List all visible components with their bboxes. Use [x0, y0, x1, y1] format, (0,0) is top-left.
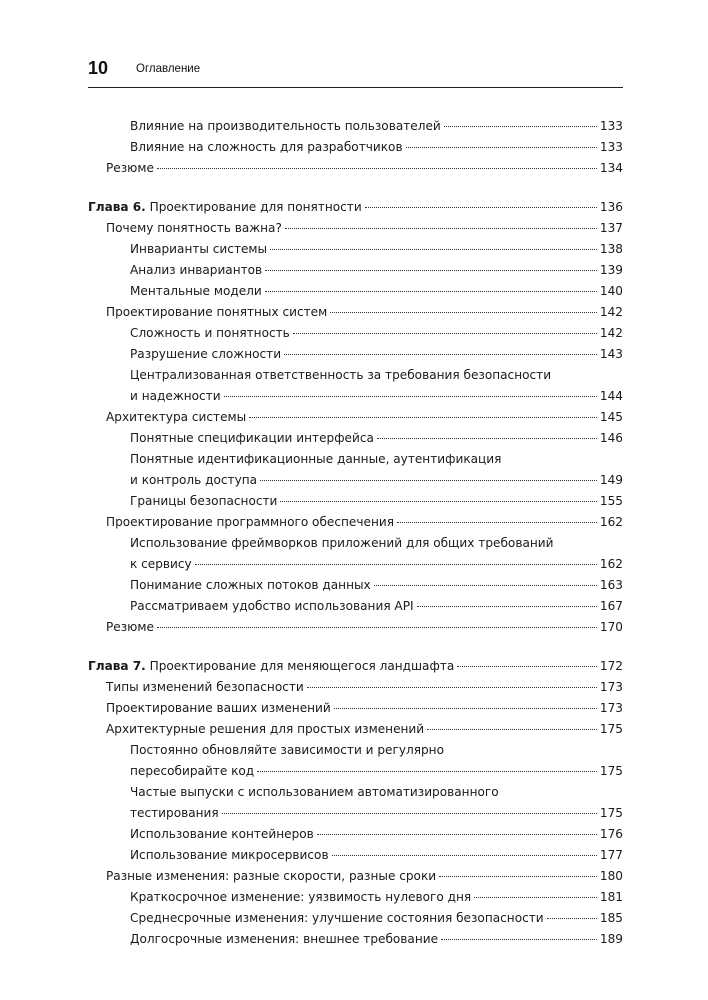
chapter-label: Глава 6. [88, 200, 146, 214]
dot-leader [157, 627, 597, 628]
toc-entry-title [130, 785, 499, 799]
toc-entry-text: Разрушение сложности [130, 347, 282, 361]
toc-entry-text: Резюме [106, 161, 154, 175]
toc-entry-title [130, 554, 192, 575]
toc-entry-title [130, 386, 221, 407]
toc-entry-title [130, 368, 551, 382]
toc-page-number: 175 [599, 722, 623, 736]
toc-entry-title [88, 197, 362, 218]
dot-leader [444, 126, 597, 127]
dot-leader [330, 312, 597, 313]
toc-entry-text: Влияние на производительность пользователей [130, 119, 441, 133]
toc-page-number: 155 [599, 494, 623, 508]
dot-leader [474, 897, 597, 898]
toc-entry-title [130, 908, 544, 929]
toc-page-number: 138 [599, 242, 623, 256]
toc-entry[interactable] [88, 218, 623, 239]
toc-entry[interactable] [88, 782, 623, 824]
dot-leader [257, 771, 597, 772]
dot-leader [397, 522, 597, 523]
toc-entry[interactable] [88, 845, 623, 866]
toc-entry-text: Централизованная ответственность за требования безопасности [130, 368, 552, 382]
toc-page-number: 143 [599, 347, 623, 361]
toc-page-number: 137 [599, 221, 623, 235]
toc-entry[interactable] [88, 449, 623, 491]
toc-page-number: 142 [599, 326, 623, 340]
dot-leader [332, 855, 597, 856]
dot-leader [406, 147, 597, 148]
toc-entry[interactable] [88, 929, 623, 950]
toc-entry-title [130, 596, 414, 617]
toc-page-number: 133 [599, 140, 623, 154]
toc-entry[interactable] [88, 533, 623, 575]
dot-leader [439, 876, 597, 877]
toc-page-number: 173 [599, 680, 623, 694]
dot-leader [222, 813, 597, 814]
toc-entry-title [106, 866, 436, 887]
dot-leader [374, 585, 597, 586]
toc-entry-title [88, 656, 454, 677]
toc-page-number: 172 [599, 659, 623, 673]
toc-entry-title [106, 719, 424, 740]
toc-page-number: 146 [599, 431, 623, 445]
toc-entry-text: Влияние на сложность для разработчиков [130, 140, 403, 154]
dot-leader [427, 729, 597, 730]
toc-chapter-entry[interactable] [88, 197, 623, 218]
toc-entry-text: Архитектурные решения для простых изменений [106, 722, 425, 736]
dot-leader [285, 228, 597, 229]
toc-entry-text: Проектирование программного обеспечения [106, 515, 394, 529]
toc-entry[interactable] [88, 866, 623, 887]
toc-page-number: 167 [599, 599, 623, 613]
toc-page-number: 189 [599, 932, 623, 946]
toc-entry[interactable] [88, 908, 623, 929]
toc-entry-text: Ментальные модели [130, 284, 262, 298]
dot-leader [365, 207, 597, 208]
dot-leader [441, 939, 597, 940]
toc-entry-title [130, 803, 219, 824]
toc-entry[interactable] [88, 365, 623, 407]
toc-entry-text: Типы изменений безопасности [106, 680, 304, 694]
dot-leader [265, 270, 597, 271]
toc-entry-text: к сервису [130, 557, 192, 571]
toc-page-number: 173 [599, 701, 623, 715]
toc-entry[interactable] [88, 491, 623, 512]
dot-leader [334, 708, 597, 709]
toc-entry-text: Среднесрочные изменения: улучшение состояния безопасности [130, 911, 544, 925]
toc-entry[interactable] [88, 677, 623, 698]
toc-entry-text: тестирования [130, 806, 219, 820]
toc-page-number: 175 [599, 806, 623, 820]
toc-entry[interactable] [88, 116, 623, 137]
toc-entry-title [130, 452, 501, 466]
toc-entry-title [130, 470, 257, 491]
toc-entry[interactable] [88, 323, 623, 344]
toc-entry[interactable] [88, 740, 623, 782]
dot-leader [265, 291, 597, 292]
toc-entry[interactable] [88, 407, 623, 428]
chapter-label: Глава 7. [88, 659, 146, 673]
toc-entry[interactable] [88, 719, 623, 740]
toc-entry-text: Частые выпуски с использованием автоматизированного [130, 785, 499, 799]
toc-entry-title [106, 218, 282, 239]
toc-entry-text: Разные изменения: разные скорости, разные сроки [106, 869, 437, 883]
toc-entry-text: Сложность и понятность [130, 326, 290, 340]
toc-entry-text: Проектирование понятных систем [106, 305, 328, 319]
toc-entry-title [130, 323, 290, 344]
toc-entry-text: Почему понятность важна? [106, 221, 282, 235]
dot-leader [417, 606, 597, 607]
toc-entry[interactable] [88, 596, 623, 617]
toc-page-number: 170 [599, 620, 623, 634]
toc-entry-title [130, 575, 371, 596]
toc-entry-text: Резюме [106, 620, 154, 634]
dot-leader [547, 918, 597, 919]
toc-page-number: 180 [599, 869, 623, 883]
toc-entry[interactable] [88, 344, 623, 365]
toc-page-number: 149 [599, 473, 623, 487]
toc-entry-text: Понимание сложных потоков данных [130, 578, 371, 592]
dot-leader [377, 438, 597, 439]
toc-page-number: 177 [599, 848, 623, 862]
toc-page-number: 175 [599, 764, 623, 778]
toc-entry-text: Понятные спецификации интерфейса [130, 431, 374, 445]
toc-entry[interactable] [88, 137, 623, 158]
dot-leader [195, 564, 597, 565]
page-header [88, 55, 623, 88]
toc-entry-text: Проектирование для меняющегося ландшафта [145, 659, 455, 673]
toc-entry-text: Использование фреймворков приложений для общих требований [130, 536, 554, 550]
toc-page-number: 134 [599, 161, 623, 175]
toc-entry-text: Проектирование ваших изменений [106, 701, 331, 715]
toc-entry-title [130, 824, 314, 845]
toc-entry-text: Архитектура системы [106, 410, 247, 424]
toc-entry[interactable] [88, 158, 623, 179]
toc-entry-text: Долгосрочные изменения: внешнее требование [130, 932, 439, 946]
toc-page-number: 162 [599, 557, 623, 571]
dot-leader [157, 168, 597, 169]
page-running-title: Оглавление [136, 63, 201, 75]
dot-leader [280, 501, 596, 502]
toc-entry-text: Рассматриваем удобство использования API [130, 599, 414, 613]
toc-page-number: 176 [599, 827, 623, 841]
toc-entry[interactable] [88, 698, 623, 719]
toc-entry[interactable] [88, 617, 623, 638]
toc-entry-text: Анализ инвариантов [130, 263, 263, 277]
page-number: 10 [88, 58, 109, 78]
toc-page-number: 162 [599, 515, 623, 529]
toc-entry-text: Проектирование для понятности [145, 200, 362, 214]
toc-entry-title [130, 281, 262, 302]
toc-entry-title [130, 743, 444, 757]
toc-entry[interactable] [88, 428, 623, 449]
toc-entry-text: Использование контейнеров [130, 827, 314, 841]
toc-entry-title [106, 407, 246, 428]
toc-entry-title [106, 158, 154, 179]
toc-page-number: 185 [599, 911, 623, 925]
dot-leader [270, 249, 597, 250]
toc-entry-title [130, 428, 374, 449]
dot-leader [307, 687, 597, 688]
toc-entry[interactable] [88, 512, 623, 533]
toc-entry-text: Инварианты системы [130, 242, 268, 256]
toc-entry[interactable] [88, 824, 623, 845]
toc-entry[interactable] [88, 887, 623, 908]
section-gap [88, 179, 623, 197]
toc-entry-text: Краткосрочное изменение: уязвимость нулевого дня [130, 890, 472, 904]
toc-entry-text: Использование микросервисов [130, 848, 329, 862]
toc-page-number: 133 [599, 119, 623, 133]
toc-entry-text: Понятные идентификационные данные, аутентификация [130, 452, 502, 466]
toc-page-number: 142 [599, 305, 623, 319]
table-of-contents [88, 116, 623, 950]
toc-entry-title [130, 491, 277, 512]
toc-entry-title [130, 344, 281, 365]
toc-entry-title [106, 698, 331, 719]
toc-entry-title [130, 929, 438, 950]
toc-entry-title [130, 116, 441, 137]
toc-entry[interactable] [88, 302, 623, 323]
toc-entry-title [106, 617, 154, 638]
toc-entry-title [106, 302, 327, 323]
dot-leader [284, 354, 597, 355]
toc-entry[interactable] [88, 281, 623, 302]
toc-entry-text: и контроль доступа [130, 473, 258, 487]
toc-entry[interactable] [88, 260, 623, 281]
toc-entry-text: пересобирайте код [130, 764, 255, 778]
dot-leader [293, 333, 597, 334]
toc-entry-title [106, 677, 304, 698]
dot-leader [317, 834, 597, 835]
toc-page-number: 181 [599, 890, 623, 904]
toc-entry-title [130, 845, 329, 866]
toc-page-number: 139 [599, 263, 623, 277]
toc-entry-title [130, 761, 254, 782]
toc-page-number: 163 [599, 578, 623, 592]
toc-entry-title [130, 887, 471, 908]
toc-entry-title [130, 260, 262, 281]
dot-leader [249, 417, 597, 418]
toc-entry[interactable] [88, 575, 623, 596]
dot-leader [457, 666, 597, 667]
dot-leader [260, 480, 597, 481]
toc-page-number: 145 [599, 410, 623, 424]
toc-entry[interactable] [88, 239, 623, 260]
toc-chapter-entry[interactable] [88, 656, 623, 677]
toc-entry-title [130, 137, 403, 158]
toc-entry-text: Границы безопасности [130, 494, 278, 508]
toc-entry-title [130, 239, 267, 260]
dot-leader [224, 396, 597, 397]
section-gap [88, 638, 623, 656]
toc-entry-text: Постоянно обновляйте зависимости и регулярно [130, 743, 444, 757]
toc-page-number: 144 [599, 389, 623, 403]
toc-entry-text: и надежности [130, 389, 221, 403]
toc-entry-title [130, 536, 553, 550]
toc-page-number: 136 [599, 200, 623, 214]
toc-entry-title [106, 512, 394, 533]
toc-page-number: 140 [599, 284, 623, 298]
